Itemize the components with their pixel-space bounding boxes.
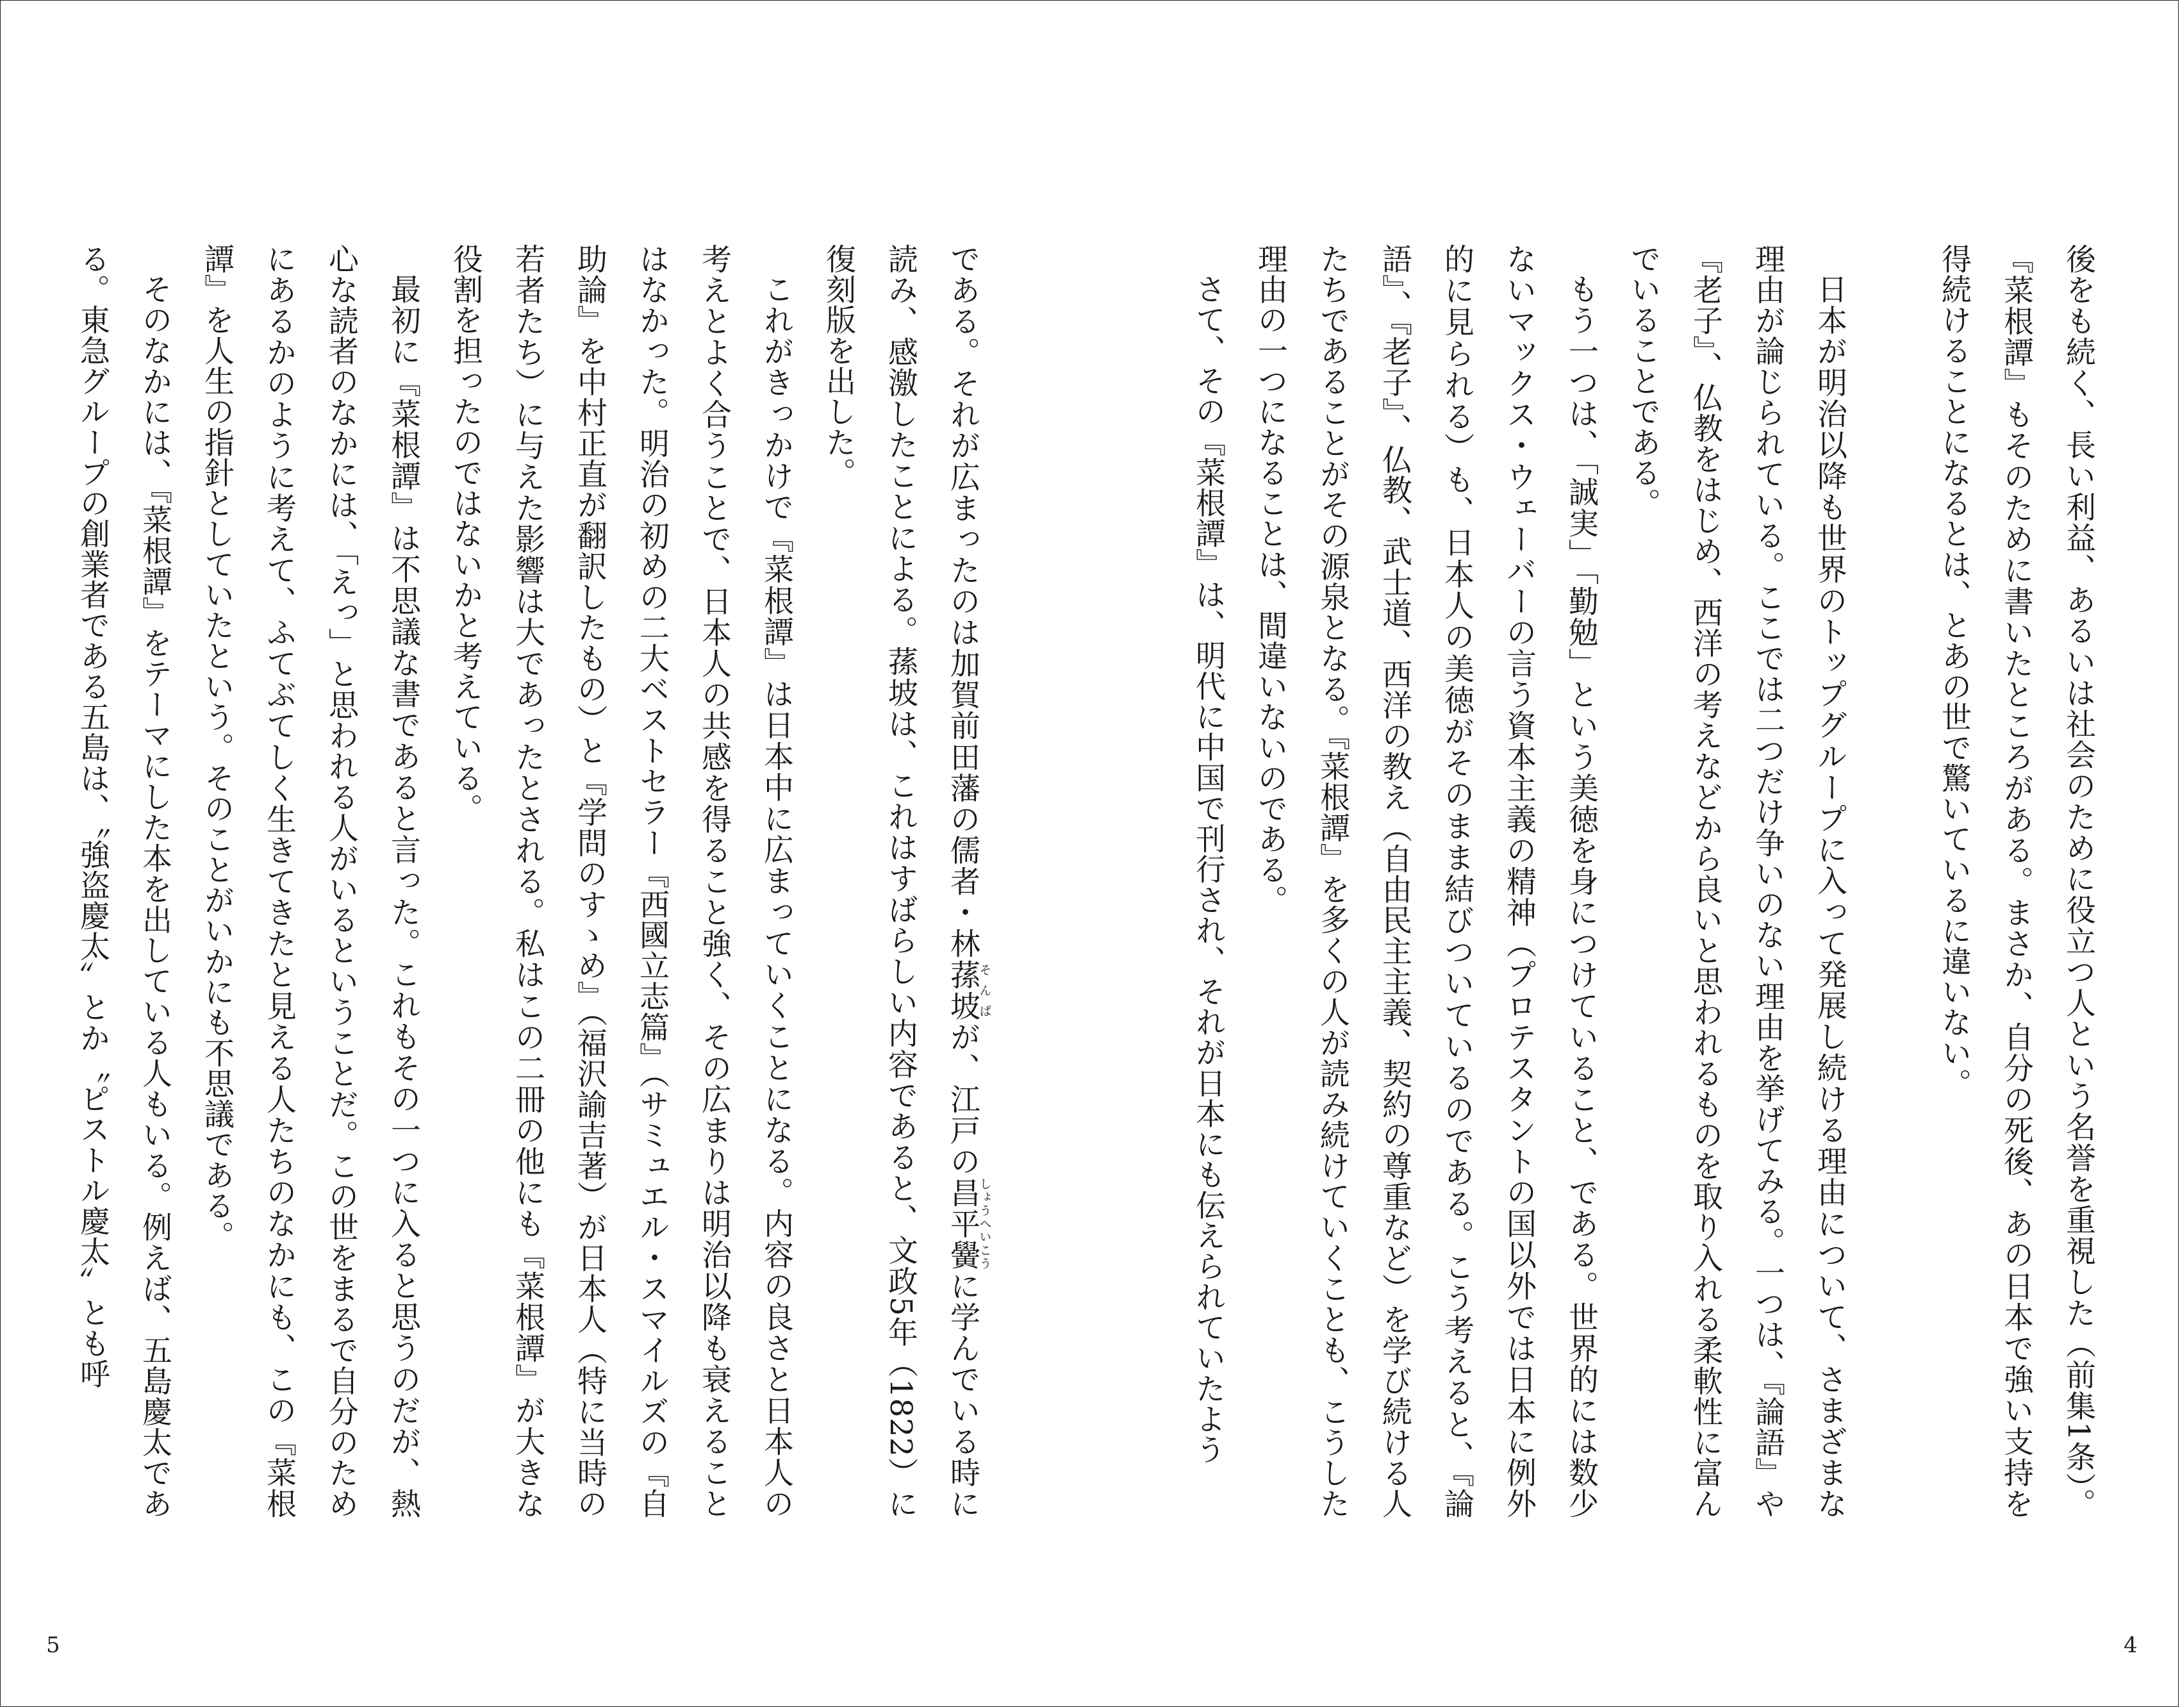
paragraph: 最初に『菜根譚』は不思議な書であると言った。これもその一つに入ると思うのだが、熱心な読者のなかには、「えっ」と思われる人がいるということだ。この世をまるで自分のためにあるかのように考えて、ふてぶてしく生きてきたと見える人たちのなかにも、この『菜根譚』を人生の指針としていたという。そのことがいかにも不思議である。 [199,244,421,1519]
paragraph: さて、その『菜根譚』は、明代に中国で刊行され、それが日本にも伝えられていたよう [1191,274,1226,1465]
right-page [1090,0,2180,1708]
page-number: 5 [46,1632,60,1658]
left-page-body [33,244,994,1519]
ruby-annotation: 昌平黌しょうへいこう [945,1177,992,1271]
paragraph: 後をも続く、長い利益、あるいは社会のために役立つ人という名誉を重視した（前集1条）。『菜根譚』もそのために書いたところがある。まさか、自分の死後、あの日本で強い支持を得続けることになるとは、とあの世で驚いているに違いない。 [1936,244,2096,1519]
paragraph: これがきっかけで『菜根譚』は日本中に広まっていくことになる。内容の良さと日本人の考えとよく合うことで、日本人の共感を得ること強く、その広まりは明治以降も衰えることはなかった。明治の初めの二大ベストセラー『西國立志篇』（サミュエル・スマイルズの『自助論』を中村正直が翻訳したもの）と『学問のすゝめ』（福沢諭吉著）が日本人（特に当時の若者たち）に与えた影響は大であったとされる。私はこの二冊の他にも『菜根譚』が大きな役割を担ったのではないかと考えている。 [448,244,794,1519]
paragraph: である。それが広まったのは加賀前田藩の儒者・林蓀坡そんぱが、江戸の昌平黌しょうへいこうに学んでいる時に読み、感激したことによる。蓀坡は、これはすばらしい内容であると、文政5年（1822）に復刻版を出した。 [821,244,992,1520]
paragraph: もう一つは、「誠実」「勤勉」という美徳を身につけていること、である。世界的には数少ないマックス・ウェーバーの言う資本主義の精神（プロテスタントの国以外では日本に例外的に見られる）も、日本人の美徳がそのまま結びついているのである。こう考えると、『論語』、『老子』、仏教、武士道、西洋の教え（自由民主主義、契約の尊重など）を学び続ける人たちであることがその源泉となる。『菜根譚』を多くの人が読み続けていくことも、こうした理由の一つになることは、間違いないのである。 [1253,244,1599,1519]
right-page-body [1148,244,2110,1519]
paragraph: そのなかには、『菜根譚』をテーマにした本を出している人もいる。例えば、五島慶太である。東急グループの創業者である五島は、〝強盗慶太〟とか〝ピストル慶太〟とも呼 [75,244,172,1519]
paragraph: 日本が明治以降も世界のトップグループに入って発展し続ける理由について、さまざまな理由が論じられている。ここでは二つだけ争いのない理由を挙げてみる。一つは、『論語』や『老子』、仏教をはじめ、西洋の考えなどから良いと思われるものを取り入れる柔軟性に富んでいることである。 [1626,244,1847,1519]
blank-line [1861,244,1923,1519]
ruby-annotation: 蓀坡そんぱ [945,959,992,1022]
page-number: 4 [2124,1632,2138,1658]
